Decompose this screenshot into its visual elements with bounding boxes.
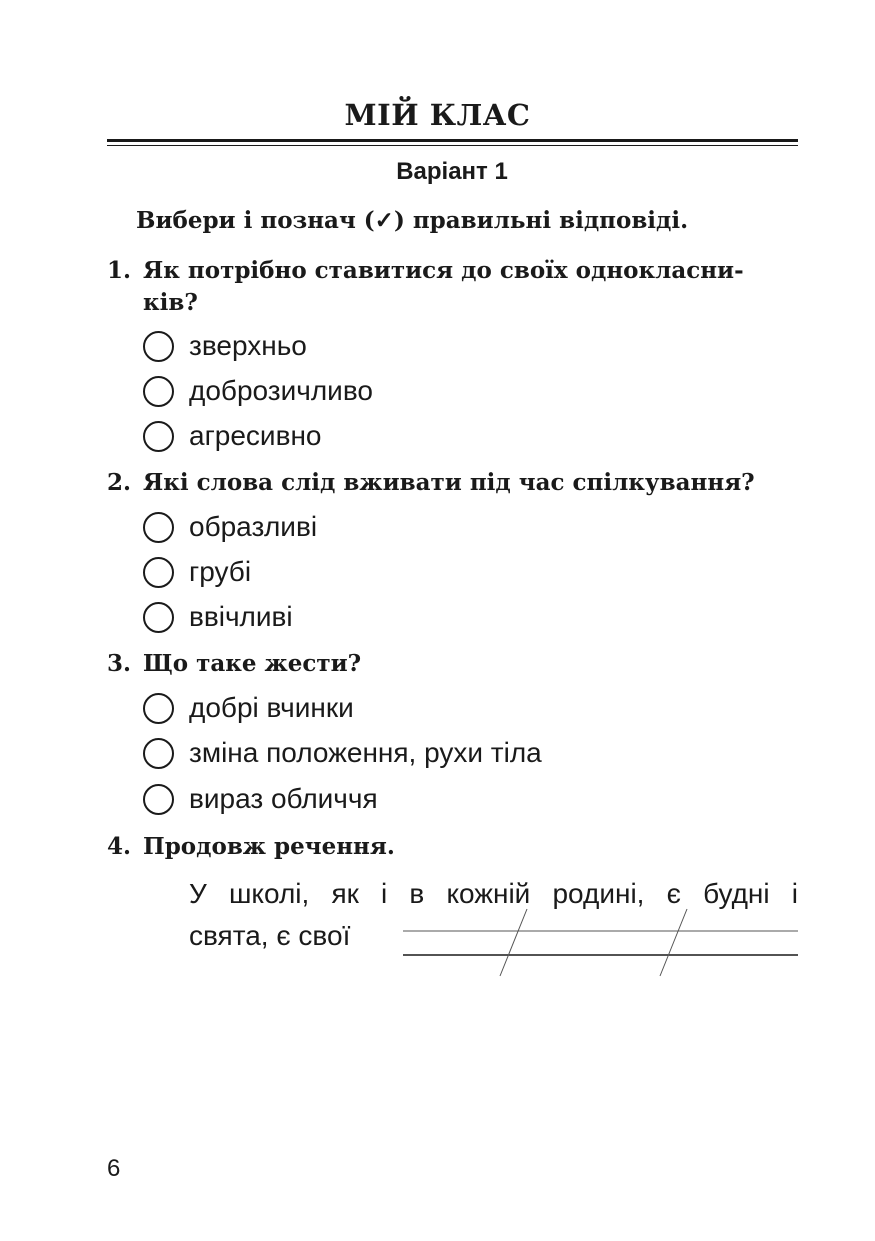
option-3-3[interactable] (143, 781, 378, 817)
option-1-1[interactable] (143, 328, 307, 364)
option-label: ввічливі (189, 601, 293, 632)
answer-circle[interactable] (143, 784, 174, 815)
answer-writing-lines[interactable] (403, 905, 799, 980)
answer-circle[interactable] (143, 512, 174, 543)
question-text: Що таке жести? (143, 650, 362, 677)
question-1 (107, 255, 807, 319)
option-label: вираз обличчя (189, 783, 378, 814)
option-label: агресивно (189, 420, 322, 451)
answer-circle[interactable] (143, 331, 174, 362)
question-number: 2. (107, 469, 132, 496)
answer-circle[interactable] (143, 602, 174, 633)
sentence-word: в (409, 878, 425, 909)
sentence-word: школі, (228, 878, 310, 909)
answer-circle[interactable] (143, 376, 174, 407)
sentence-word: і (381, 878, 388, 909)
sentence-word: і (791, 878, 798, 909)
option-label: добрі вчинки (189, 692, 354, 723)
option-label: зміна положення, рухи тіла (189, 737, 542, 768)
answer-circle[interactable] (143, 421, 174, 452)
sentence-line-2: свята, є свої (189, 920, 351, 951)
question-number: 1. (107, 257, 132, 284)
question-text: Які слова слід вживати під час спілкування? (143, 469, 755, 496)
question-2 (107, 467, 807, 499)
question-text-continued: ків? (143, 289, 198, 316)
question-3 (107, 648, 807, 680)
sentence-word: є (666, 878, 681, 909)
option-1-3[interactable] (143, 418, 321, 454)
option-label: образливі (189, 511, 318, 542)
answer-circle[interactable] (143, 738, 174, 769)
sentence-word: У (189, 878, 207, 909)
option-label: доброзичливо (189, 375, 373, 406)
question-text: Продовж речення. (143, 833, 395, 860)
page-title: МІЙ КЛАС (344, 98, 531, 132)
option-2-2[interactable] (143, 554, 251, 590)
option-2-3[interactable] (143, 599, 293, 635)
question-number: 4. (107, 833, 132, 860)
writing-slant-line (660, 909, 687, 976)
title-rule-thick (107, 139, 798, 142)
sentence-word: будні (703, 878, 770, 909)
answer-circle[interactable] (143, 557, 174, 588)
variant-label: Варіант 1 (396, 158, 508, 185)
answer-circle[interactable] (143, 693, 174, 724)
question-number: 3. (107, 650, 132, 677)
page-number: 6 (107, 1155, 121, 1182)
option-3-1[interactable] (143, 690, 354, 726)
option-2-1[interactable] (143, 509, 317, 545)
title-rule-thin (107, 145, 798, 146)
question-4 (107, 831, 807, 863)
instruction: Вибери і познач (✓) правильні відповіді. (136, 207, 689, 234)
sentence-word: як (331, 878, 359, 909)
sentence-word: кожній (446, 878, 531, 909)
option-1-2[interactable] (143, 373, 373, 409)
option-label: зверхньо (189, 330, 307, 361)
option-3-2[interactable] (143, 735, 542, 771)
sentence-word: родині, (552, 878, 645, 909)
option-label: грубі (189, 556, 252, 587)
question-text: Як потрібно ставитися до своїх однокласни- (143, 257, 744, 284)
writing-slant-line (500, 909, 527, 976)
